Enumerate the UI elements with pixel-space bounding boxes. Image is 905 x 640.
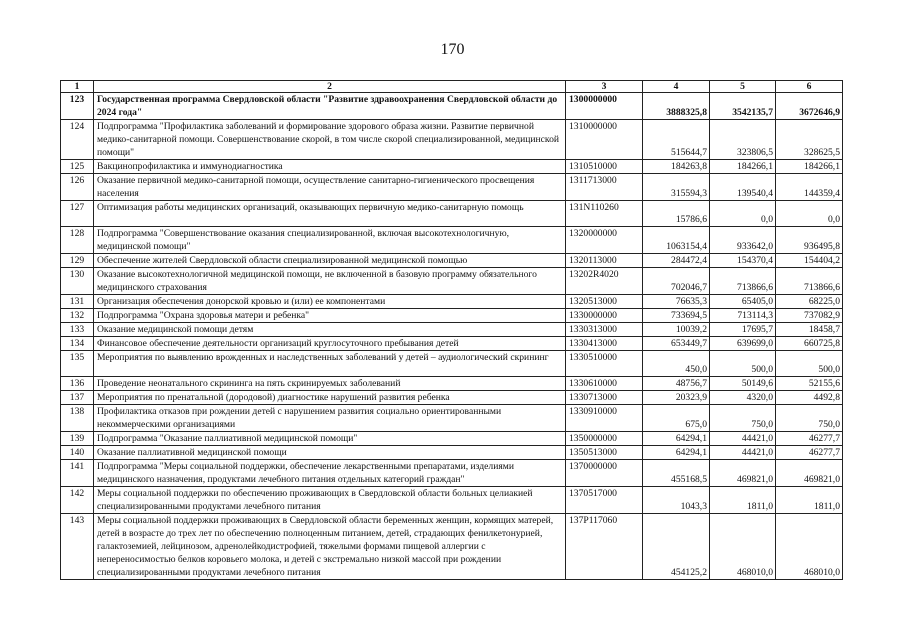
row-value-col4: 48756,7	[643, 377, 710, 391]
row-number: 128	[61, 227, 94, 254]
row-value-col5: 17695,7	[710, 323, 776, 337]
row-name: Профилактика отказов при рождении детей с нарушением развития социально ориентированными некоммерческими организациями	[94, 405, 566, 432]
row-code: 1330713000	[566, 391, 643, 405]
table-row	[61, 487, 843, 514]
row-value-col6: 154404,2	[776, 254, 843, 268]
row-value-col4: 76635,3	[643, 295, 710, 309]
row-value-col4: 64294,1	[643, 432, 710, 446]
row-value-col5: 933642,0	[710, 227, 776, 254]
table-row	[61, 432, 843, 446]
row-number: 142	[61, 487, 94, 514]
table-row	[61, 351, 843, 377]
row-value-col6: 0,0	[776, 201, 843, 227]
row-value-col6: 68225,0	[776, 295, 843, 309]
row-value-col6: 52155,6	[776, 377, 843, 391]
row-name: Подпрограмма "Оказание паллиативной медицинской помощи"	[94, 432, 566, 446]
table-row	[61, 201, 843, 227]
row-value-col4: 184263,8	[643, 160, 710, 174]
row-code: 1370517000	[566, 487, 643, 514]
row-code: 1330000000	[566, 309, 643, 323]
row-value-col6: 184266,1	[776, 160, 843, 174]
table-row	[61, 120, 843, 160]
row-value-col5: 323806,5	[710, 120, 776, 160]
row-name: Подпрограмма "Профилактика заболеваний и формирование здорового образа жизни. Развитие первичной медико-санитарной помощи. Совершенствование скорой, в том числе скорой специализированной, медицинской помощи"	[94, 120, 566, 160]
row-number: 139	[61, 432, 94, 446]
budget-table	[60, 80, 843, 580]
row-value-col4: 515644,7	[643, 120, 710, 160]
row-value-col5: 750,0	[710, 405, 776, 432]
row-number: 134	[61, 337, 94, 351]
row-code: 1370000000	[566, 460, 643, 487]
table-row	[61, 337, 843, 351]
row-value-col5: 3542135,7	[710, 93, 776, 120]
row-number: 141	[61, 460, 94, 487]
row-code: 1330313000	[566, 323, 643, 337]
row-value-col6: 469821,0	[776, 460, 843, 487]
row-value-col4: 455168,5	[643, 460, 710, 487]
row-value-col5: 184266,1	[710, 160, 776, 174]
row-name: Оптимизация работы медицинских организаций, оказывающих первичную медико-санитарную помощь	[94, 201, 566, 227]
row-value-col5: 713866,6	[710, 268, 776, 295]
row-name: Проведение неонатального скрининга на пять скринируемых заболеваний	[94, 377, 566, 391]
row-value-col5: 44421,0	[710, 446, 776, 460]
row-value-col5: 500,0	[710, 351, 776, 377]
row-code: 1330910000	[566, 405, 643, 432]
table-row	[61, 254, 843, 268]
row-value-col5: 639699,0	[710, 337, 776, 351]
row-code: 1311713000	[566, 174, 643, 201]
row-value-col6: 660725,8	[776, 337, 843, 351]
row-name: Оказание медицинской помощи детям	[94, 323, 566, 337]
row-number: 126	[61, 174, 94, 201]
row-number: 130	[61, 268, 94, 295]
row-number: 138	[61, 405, 94, 432]
row-name: Подпрограмма "Совершенствование оказания специализированной, включая высокотехнологичную, медицинской помощи"	[94, 227, 566, 254]
row-code: 1350000000	[566, 432, 643, 446]
row-code: 1310510000	[566, 160, 643, 174]
row-name: Оказание высокотехнологичной медицинской помощи, не включенной в базовую программу обязательного медицинского страхования	[94, 268, 566, 295]
row-value-col5: 469821,0	[710, 460, 776, 487]
row-name: Подпрограмма "Охрана здоровья матери и ребенка"	[94, 309, 566, 323]
row-name: Организация обеспечения донорской кровью и (или) ее компонентами	[94, 295, 566, 309]
row-value-col6: 750,0	[776, 405, 843, 432]
row-value-col4: 315594,3	[643, 174, 710, 201]
row-value-col4: 20323,9	[643, 391, 710, 405]
row-code: 1330413000	[566, 337, 643, 351]
table-row	[61, 174, 843, 201]
row-name: Мероприятия по выявлению врожденных и наследственных заболеваний у детей – аудиологический скрининг	[94, 351, 566, 377]
row-number: 127	[61, 201, 94, 227]
row-value-col5: 1811,0	[710, 487, 776, 514]
row-value-col5: 139540,4	[710, 174, 776, 201]
row-value-col4: 1063154,4	[643, 227, 710, 254]
column-header: 2	[94, 81, 566, 93]
row-number: 124	[61, 120, 94, 160]
row-value-col4: 15786,6	[643, 201, 710, 227]
row-number: 133	[61, 323, 94, 337]
row-number: 140	[61, 446, 94, 460]
table-row	[61, 160, 843, 174]
row-value-col5: 468010,0	[710, 514, 776, 580]
row-code: 1310000000	[566, 120, 643, 160]
table-row	[61, 227, 843, 254]
row-value-col4: 702046,7	[643, 268, 710, 295]
row-value-col4: 3888325,8	[643, 93, 710, 120]
row-value-col6: 1811,0	[776, 487, 843, 514]
row-value-col5: 50149,6	[710, 377, 776, 391]
row-number: 123	[61, 93, 94, 120]
table-row	[61, 295, 843, 309]
table-row	[61, 446, 843, 460]
row-value-col6: 737082,9	[776, 309, 843, 323]
row-name: Финансовое обеспечение деятельности организаций круглосуточного пребывания детей	[94, 337, 566, 351]
row-name: Оказание первичной медико-санитарной помощи, осуществление санитарно-гигиенического просвещения населения	[94, 174, 566, 201]
row-number: 131	[61, 295, 94, 309]
page-number: 170	[440, 41, 465, 58]
row-value-col4: 653449,7	[643, 337, 710, 351]
row-name: Обеспечение жителей Свердловской области специализированной медицинской помощью	[94, 254, 566, 268]
row-value-col6: 18458,7	[776, 323, 843, 337]
column-header: 4	[643, 81, 710, 93]
row-value-col5: 44421,0	[710, 432, 776, 446]
column-header: 6	[776, 81, 843, 93]
table-row	[61, 309, 843, 323]
row-value-col4: 10039,2	[643, 323, 710, 337]
table-row	[61, 391, 843, 405]
column-header: 3	[566, 81, 643, 93]
row-name: Государственная программа Свердловской области "Развитие здравоохранения Свердловской области до 2024 года"	[94, 93, 566, 120]
row-code: 13202R4020	[566, 268, 643, 295]
row-value-col4: 454125,2	[643, 514, 710, 580]
row-number: 129	[61, 254, 94, 268]
row-value-col6: 46277,7	[776, 432, 843, 446]
row-code: 1330510000	[566, 351, 643, 377]
row-value-col6: 500,0	[776, 351, 843, 377]
row-name: Меры социальной поддержки проживающих в Свердловской области беременных женщин, кормящих матерей, детей в возрасте до трех лет по обеспечению полноценным питанием, детей, страдающих фенилкетонурией, галактоземией, лейцинозом, адренолейкодистрофией, тяжелыми формами пищевой аллергии с непереносимостью белков коровьего молока, и детей с экстремально низкой массой при рождении специализированными продуктами лечебного питания	[94, 514, 566, 580]
row-value-col6: 936495,8	[776, 227, 843, 254]
column-header: 5	[710, 81, 776, 93]
row-code: 1330610000	[566, 377, 643, 391]
table-row	[61, 514, 843, 580]
row-value-col5: 154370,4	[710, 254, 776, 268]
row-name: Меры социальной поддержки по обеспечению проживающих в Свердловской области больных целиакией специализированными продуктами лечебного питания	[94, 487, 566, 514]
row-value-col6: 46277,7	[776, 446, 843, 460]
row-value-col6: 713866,6	[776, 268, 843, 295]
row-name: Мероприятия по пренатальной (дородовой) диагностике нарушений развития ребенка	[94, 391, 566, 405]
table-row	[61, 377, 843, 391]
row-value-col6: 3672646,9	[776, 93, 843, 120]
row-value-col5: 4320,0	[710, 391, 776, 405]
row-code: 131N110260	[566, 201, 643, 227]
column-header: 1	[61, 81, 94, 93]
row-number: 125	[61, 160, 94, 174]
row-name: Оказание паллиативной медицинской помощи	[94, 446, 566, 460]
row-number: 136	[61, 377, 94, 391]
header-row	[61, 81, 843, 93]
row-value-col5: 65405,0	[710, 295, 776, 309]
row-number: 135	[61, 351, 94, 377]
row-value-col5: 713114,3	[710, 309, 776, 323]
row-number: 143	[61, 514, 94, 580]
table-row	[61, 93, 843, 120]
row-value-col4: 733694,5	[643, 309, 710, 323]
table-row	[61, 268, 843, 295]
row-name: Подпрограмма "Меры социальной поддержки, обеспечение лекарственными препаратами, изделиями медицинского назначения, продуктами лечебного питания отдельных категорий граждан"	[94, 460, 566, 487]
row-number: 132	[61, 309, 94, 323]
table-row	[61, 460, 843, 487]
row-code: 1320513000	[566, 295, 643, 309]
table-row	[61, 323, 843, 337]
row-number: 137	[61, 391, 94, 405]
row-value-col6: 468010,0	[776, 514, 843, 580]
row-code: 1320113000	[566, 254, 643, 268]
row-value-col4: 675,0	[643, 405, 710, 432]
row-value-col5: 0,0	[710, 201, 776, 227]
row-code: 137P117060	[566, 514, 643, 580]
table-row	[61, 405, 843, 432]
row-value-col6: 328625,5	[776, 120, 843, 160]
row-value-col4: 64294,1	[643, 446, 710, 460]
row-name: Вакцинопрофилактика и иммунодиагностика	[94, 160, 566, 174]
row-value-col4: 284472,4	[643, 254, 710, 268]
row-value-col6: 144359,4	[776, 174, 843, 201]
row-value-col6: 4492,8	[776, 391, 843, 405]
row-value-col4: 450,0	[643, 351, 710, 377]
row-code: 1350513000	[566, 446, 643, 460]
row-code: 1320000000	[566, 227, 643, 254]
row-value-col4: 1043,3	[643, 487, 710, 514]
row-code: 1300000000	[566, 93, 643, 120]
